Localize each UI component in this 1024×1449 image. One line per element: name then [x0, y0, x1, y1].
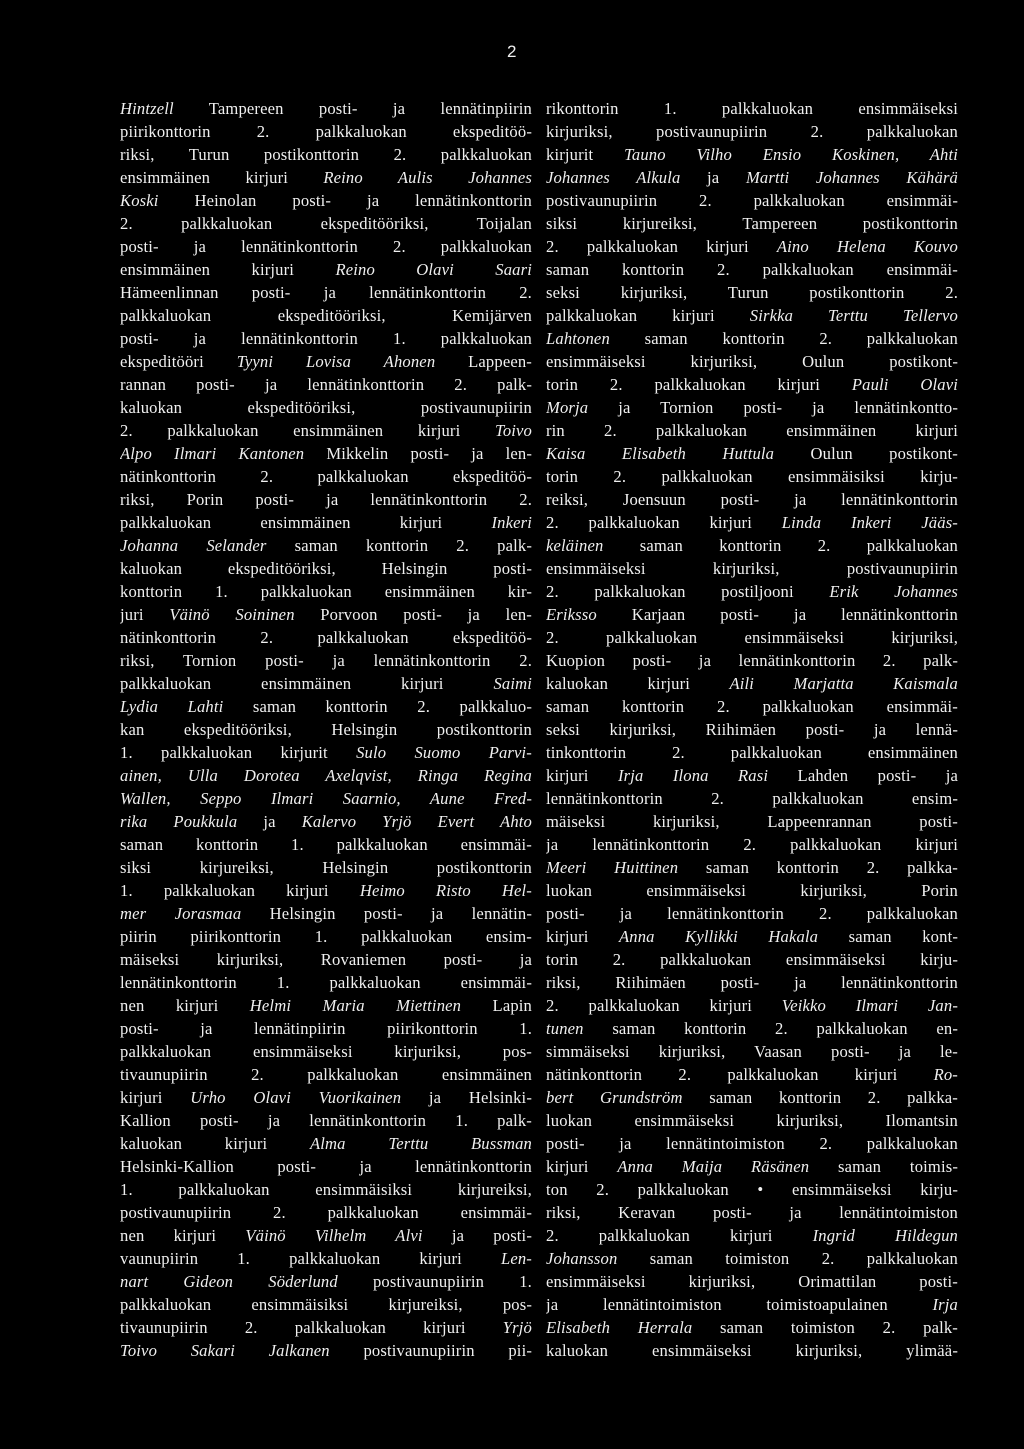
text-line — [120, 672, 532, 695]
text-run: saman konttorin 2. palkkaluokan — [603, 536, 958, 555]
text-run: postivaunupiirin 1. — [337, 1272, 532, 1291]
text-line — [120, 1293, 532, 1316]
text-run: lennätinkonttorin 2. palkkaluokan ensim- — [546, 789, 958, 808]
text-run: 1. palkkaluokan kirjurit — [120, 743, 357, 762]
text-line — [546, 143, 958, 166]
text-run: riksi, Porin posti- ja lennätinkonttorin 2. — [120, 490, 532, 509]
italic-name: Lydia Lahti — [120, 697, 224, 716]
italic-name: Anna Maija Räsänen — [617, 1157, 810, 1176]
text-line — [120, 488, 532, 511]
text-run: 2. palkkaluokan kirjuri — [546, 513, 782, 532]
italic-name: Saimi — [493, 674, 532, 693]
text-line — [546, 534, 958, 557]
text-line — [120, 143, 532, 166]
text-line — [546, 97, 958, 120]
left-text-column — [120, 97, 532, 1362]
text-run: ton 2. palkkaluokan • ensimmäiseksi kirju- — [546, 1180, 958, 1199]
text-run: posti- ja lennätinkonttorin 1. palkkaluokan — [120, 329, 532, 348]
text-line — [546, 166, 958, 189]
text-line — [546, 304, 958, 327]
text-run: riksi, Turun postikonttorin 2. palkkaluokan — [120, 145, 532, 164]
italic-name: Eriksso — [546, 605, 597, 624]
text-line — [546, 373, 958, 396]
italic-name: Anna Kyllikki Hakala — [619, 927, 819, 946]
text-run: postivaunupiirin 2. palkkaluokan ensimmäi- — [546, 191, 958, 210]
text-line — [120, 1270, 532, 1293]
italic-name: Heimo Risto Hel- — [359, 881, 532, 900]
italic-name: Kaisa Elisabeth Huttula — [546, 444, 775, 463]
text-line — [546, 465, 958, 488]
text-line — [120, 649, 532, 672]
text-line — [546, 833, 958, 856]
text-line — [546, 1293, 958, 1316]
text-line — [546, 626, 958, 649]
italic-name: ainen, Ulla Dorotea Axelqvist, Ringa Regina — [120, 766, 532, 785]
text-line — [120, 212, 532, 235]
text-line — [120, 1247, 532, 1270]
text-run: posti- ja lennätinkonttorin 2. palkkaluokan — [546, 904, 958, 923]
italic-name: Alma Terttu Bussman — [310, 1134, 532, 1153]
text-run: ja — [237, 812, 302, 831]
text-line — [120, 948, 532, 971]
italic-name: Johannes Alkula — [546, 168, 681, 187]
text-line — [546, 189, 958, 212]
text-run: nätinkonttorin 2. palkkaluokan ekspeditöö- — [120, 628, 532, 647]
text-line — [120, 994, 532, 1017]
text-run: ja Tornion posti- ja lennätinkontto- — [588, 398, 958, 417]
text-line — [546, 1224, 958, 1247]
text-line — [546, 856, 958, 879]
text-run: ensimmäiseksi kirjuriksi, postivaunupiirin — [546, 559, 958, 578]
text-line — [120, 695, 532, 718]
text-line — [546, 488, 958, 511]
text-run: ensimmäinen kirjuri — [120, 260, 336, 279]
text-run: posti- ja lennätinpiirin piirikonttorin 1. — [120, 1019, 532, 1038]
text-run: postivaunupiirin pii- — [329, 1341, 532, 1360]
text-run: posti- ja lennätintoimiston 2. palkkaluokan — [546, 1134, 958, 1153]
italic-name: Irja — [932, 1295, 958, 1314]
text-run: ja posti- — [422, 1226, 532, 1245]
text-run: palkkaluokan ekspeditööriksi, Kemijärven — [120, 306, 532, 325]
text-run: saman konttorin 2. palkkaluokan en- — [583, 1019, 958, 1038]
text-run: Lappeen- — [435, 352, 532, 371]
right-text-column — [546, 97, 958, 1362]
text-run: posti- ja lennätinkonttorin 2. palkkaluokan — [120, 237, 532, 256]
text-line — [546, 235, 958, 258]
italic-name: Tyyni Lovisa Ahonen — [236, 352, 436, 371]
text-run: rikonttorin 1. palkkaluokan ensimmäiseksi — [546, 99, 958, 118]
text-run: seksi kirjuriksi, Turun postikonttorin 2. — [546, 283, 958, 302]
italic-name: Tauno Vilho Ensio Koskinen, Ahti — [624, 145, 958, 164]
text-run: saman kont- — [818, 927, 958, 946]
text-run: nen kirjuri — [120, 1226, 246, 1245]
italic-name: mer Jorasmaa — [120, 904, 242, 923]
text-line — [546, 741, 958, 764]
text-run: Kuopion posti- ja lennätinkonttorin 2. palk- — [546, 651, 958, 670]
text-run: kirjuri — [546, 766, 618, 785]
italic-name: Aili Marjatta Kaismala — [729, 674, 958, 693]
italic-name: Toivo — [494, 421, 532, 440]
text-run: ensimmäiseksi kirjuriksi, Oulun postikont- — [546, 352, 958, 371]
text-line — [546, 1109, 958, 1132]
italic-name: Sirkka Terttu Tellervo — [749, 306, 958, 325]
italic-name: Hintzell — [120, 99, 174, 118]
text-line — [120, 764, 532, 787]
text-line — [120, 166, 532, 189]
text-run: palkkaluokan ensimmäisiksi kirjureiksi, pos- — [120, 1295, 532, 1314]
italic-name: Sulo Suomo Parvi- — [356, 743, 532, 762]
text-line — [546, 603, 958, 626]
page-number: 2 — [507, 42, 517, 61]
italic-name: keläinen — [546, 536, 604, 555]
italic-name: Koski — [120, 191, 159, 210]
text-run: saman konttorin 2. palkkaluokan ensimmäi- — [546, 260, 958, 279]
text-run: palkkaluokan ensimmäinen kirjuri — [120, 513, 492, 532]
italic-name: Reino Aulis Johannes — [323, 168, 532, 187]
text-run: kaluokan kirjuri — [546, 674, 730, 693]
text-run: mäiseksi kirjuriksi, Rovaniemen posti- ja — [120, 950, 532, 969]
text-run: saman konttorin 2. palkka- — [678, 858, 958, 877]
italic-name: Väinö Soininen — [169, 605, 295, 624]
italic-name: Inkeri — [491, 513, 532, 532]
text-line — [546, 120, 958, 143]
text-line — [546, 580, 958, 603]
text-run: palkkaluokan kirjuri — [546, 306, 750, 325]
text-line — [120, 235, 532, 258]
text-line — [120, 718, 532, 741]
text-line — [120, 856, 532, 879]
text-run: 2. palkkaluokan kirjuri — [546, 237, 777, 256]
text-line — [120, 258, 532, 281]
text-run: kaluokan ekspeditööriksi, postivaunupiirin — [120, 398, 532, 417]
text-run: simmäiseksi kirjuriksi, Vaasan posti- ja le- — [546, 1042, 958, 1061]
text-run: riksi, Tornion posti- ja lennätinkonttorin 2. — [120, 651, 532, 670]
italic-name: Lahtonen — [546, 329, 610, 348]
text-run: 2. palkkaluokan ensimmäiseksi kirjuriksi, — [546, 628, 958, 647]
text-line — [120, 97, 532, 120]
text-run: 2. palkkaluokan ekspeditööriksi, Toijalan — [120, 214, 532, 233]
text-line — [120, 373, 532, 396]
text-run: ja — [680, 168, 746, 187]
text-line — [546, 1063, 958, 1086]
text-line — [120, 1339, 532, 1362]
text-line — [546, 557, 958, 580]
text-run: siksi kirjureiksi, Tampereen postikonttorin — [546, 214, 958, 233]
text-run: torin 2. palkkaluokan ensimmäisiksi kirju- — [546, 467, 958, 486]
italic-name: Alpo Ilmari Kantonen — [120, 444, 305, 463]
text-line — [546, 787, 958, 810]
italic-name: Aino Helena Kouvo — [776, 237, 958, 256]
text-line — [546, 1086, 958, 1109]
text-line — [546, 764, 958, 787]
text-line — [546, 258, 958, 281]
italic-name: nart Gideon Söderlund — [120, 1272, 338, 1291]
text-line — [546, 994, 958, 1017]
text-run: Porvoon posti- ja len- — [294, 605, 532, 624]
text-line — [120, 120, 532, 143]
text-line — [546, 1201, 958, 1224]
text-line — [546, 1017, 958, 1040]
text-run: Oulun postikont- — [774, 444, 958, 463]
text-run: saman konttorin 2. palkkaluokan — [609, 329, 958, 348]
text-line — [546, 327, 958, 350]
text-run: 1. palkkaluokan kirjuri — [120, 881, 360, 900]
text-run: nätinkonttorin 2. palkkaluokan kirjuri — [546, 1065, 934, 1084]
text-run: Hämeenlinnan posti- ja lennätinkonttorin 2. — [120, 283, 532, 302]
italic-name: Linda Inkeri Jääs- — [781, 513, 958, 532]
text-run: saman toimiston 2. palkkaluokan — [617, 1249, 958, 1268]
italic-name: Erik Johannes — [829, 582, 958, 601]
text-line — [546, 419, 958, 442]
text-run: ekspeditööri — [120, 352, 237, 371]
italic-name: Veikko Ilmari Jan- — [781, 996, 958, 1015]
text-line — [546, 649, 958, 672]
text-line — [120, 419, 532, 442]
text-run: ensimmäiseksi kirjuriksi, Orimattilan posti- — [546, 1272, 958, 1291]
text-line — [120, 603, 532, 626]
text-line — [546, 1155, 958, 1178]
text-run: 2. palkkaluokan kirjuri — [546, 996, 782, 1015]
text-line — [546, 925, 958, 948]
text-run: luokan ensimmäiseksi kirjuriksi, Porin — [546, 881, 958, 900]
text-line — [120, 1040, 532, 1063]
text-line — [546, 1316, 958, 1339]
text-run: Kallion posti- ja lennätinkonttorin 1. palk- — [120, 1111, 532, 1130]
text-run: saman konttorin 2. palkka- — [682, 1088, 958, 1107]
text-run: riksi, Keravan posti- ja lennätintoimiston — [546, 1203, 958, 1222]
text-line — [120, 833, 532, 856]
text-line — [120, 1201, 532, 1224]
text-line — [546, 212, 958, 235]
italic-name: Johansson — [546, 1249, 618, 1268]
text-run: vaunupiirin 1. palkkaluokan kirjuri — [120, 1249, 501, 1268]
text-run: nen kirjuri — [120, 996, 250, 1015]
text-line — [120, 626, 532, 649]
text-line — [120, 1063, 532, 1086]
italic-name: Helmi Maria Miettinen — [249, 996, 462, 1015]
text-run: piirin piirikonttorin 1. palkkaluokan ensim- — [120, 927, 532, 946]
italic-name: bert Grundström — [546, 1088, 683, 1107]
text-line — [120, 580, 532, 603]
italic-name: Toivo Sakari Jalkanen — [120, 1341, 330, 1360]
text-line — [120, 1086, 532, 1109]
text-line — [546, 695, 958, 718]
text-run: kaluokan kirjuri — [120, 1134, 310, 1153]
text-line — [120, 189, 532, 212]
text-run: saman konttorin 2. palkkaluo- — [223, 697, 532, 716]
text-line — [120, 465, 532, 488]
text-run: piirikonttorin 2. palkkaluokan ekspeditöö- — [120, 122, 532, 141]
text-run: kirjurit — [546, 145, 625, 164]
text-run: kaluokan ensimmäiseksi kirjuriksi, ylimää- — [546, 1341, 958, 1360]
text-line — [120, 1316, 532, 1339]
text-run: mäiseksi kirjuriksi, Lappeenrannan posti- — [546, 812, 958, 831]
italic-name: Martti Johannes Kähärä — [745, 168, 958, 187]
text-line — [120, 511, 532, 534]
text-run: Lahden posti- ja — [768, 766, 958, 785]
text-line — [120, 442, 532, 465]
text-line — [546, 948, 958, 971]
text-line — [546, 281, 958, 304]
italic-name: Pauli Olavi — [851, 375, 958, 394]
text-run: nätinkonttorin 2. palkkaluokan ekspeditöö- — [120, 467, 532, 486]
italic-name: Yrjö — [502, 1318, 532, 1337]
text-line — [120, 879, 532, 902]
text-run: Tampereen posti- ja lennätinpiirin — [173, 99, 532, 118]
text-line — [120, 1109, 532, 1132]
text-line — [546, 971, 958, 994]
text-line — [120, 350, 532, 373]
text-line — [546, 442, 958, 465]
text-run: kirjuri — [546, 927, 619, 946]
text-run: Karjaan posti- ja lennätinkonttorin — [596, 605, 958, 624]
italic-name: Irja Ilona Rasi — [617, 766, 769, 785]
text-line — [546, 511, 958, 534]
italic-name: Reino Olavi Saari — [335, 260, 532, 279]
text-run: kirjuri — [546, 1157, 618, 1176]
text-line — [546, 396, 958, 419]
text-line — [546, 718, 958, 741]
text-run: ensimmäinen kirjuri — [120, 168, 324, 187]
text-run: torin 2. palkkaluokan ensimmäiseksi kirju- — [546, 950, 958, 969]
text-run: saman konttorin 2. palkkaluokan ensimmäi- — [546, 697, 958, 716]
text-run: kan ekspeditööriksi, Helsingin postikonttorin — [120, 720, 532, 739]
text-run: palkkaluokan ensimmäiseksi kirjuriksi, pos- — [120, 1042, 532, 1061]
text-run: ja lennätinkonttorin 2. palkkaluokan kirjuri — [546, 835, 958, 854]
text-line — [546, 879, 958, 902]
text-run: 2. palkkaluokan ensimmäinen kirjuri — [120, 421, 495, 440]
italic-name: Len- — [500, 1249, 532, 1268]
text-run: Heinolan posti- ja lennätinkonttorin — [158, 191, 532, 210]
text-line — [120, 396, 532, 419]
text-run: kirjuriksi, postivaunupiirin 2. palkkaluokan — [546, 122, 958, 141]
text-run: saman toimiston 2. palk- — [692, 1318, 958, 1337]
text-line — [546, 1132, 958, 1155]
text-line — [546, 902, 958, 925]
text-run: ja lennätintoimiston toimistoapulainen — [546, 1295, 933, 1314]
text-run: siksi kirjureiksi, Helsingin postikonttorin — [120, 858, 532, 877]
text-run: Lapin — [461, 996, 532, 1015]
italic-name: Kalervo Yrjö Evert Ahto — [301, 812, 532, 831]
text-run: kaluokan ekspeditööriksi, Helsingin posti- — [120, 559, 532, 578]
text-run: postivaunupiirin 2. palkkaluokan ensimmäi- — [120, 1203, 532, 1222]
text-run: reiksi, Joensuun posti- ja lennätinkonttorin — [546, 490, 958, 509]
text-run: seksi kirjuriksi, Riihimäen posti- ja lennä- — [546, 720, 958, 739]
text-line — [120, 1132, 532, 1155]
text-run: 1. palkkaluokan ensimmäisiksi kirjureiksi, — [120, 1180, 532, 1199]
text-line — [120, 1178, 532, 1201]
text-run: Helsingin posti- ja lennätin- — [241, 904, 532, 923]
text-line — [120, 534, 532, 557]
text-line — [546, 810, 958, 833]
text-run: saman konttorin 1. palkkaluokan ensimmäi- — [120, 835, 532, 854]
italic-name: Urho Olavi Vuorikainen — [190, 1088, 402, 1107]
text-line — [120, 1224, 532, 1247]
italic-name: Wallen, Seppo Ilmari Saarnio, Aune Fred- — [120, 789, 532, 808]
text-run: luokan ensimmäiseksi kirjuriksi, Ilomantsin — [546, 1111, 958, 1130]
text-run: tinkonttorin 2. palkkaluokan ensimmäinen — [546, 743, 958, 762]
text-line — [546, 1270, 958, 1293]
text-run: rannan posti- ja lennätinkonttorin 2. palk- — [120, 375, 532, 394]
italic-name: Ingrid Hildegun — [812, 1226, 958, 1245]
text-line — [120, 327, 532, 350]
text-run: saman toimis- — [809, 1157, 958, 1176]
text-run: 2. palkkaluokan postiljooni — [546, 582, 830, 601]
text-line — [546, 1178, 958, 1201]
text-line — [120, 902, 532, 925]
text-run: Helsinki-Kallion posti- ja lennätinkonttorin — [120, 1157, 532, 1176]
text-line — [120, 741, 532, 764]
text-run: konttorin 1. palkkaluokan ensimmäinen kir- — [120, 582, 532, 601]
text-run: saman konttorin 2. palk- — [266, 536, 532, 555]
text-run: juri — [120, 605, 170, 624]
italic-name: Johanna Selander — [120, 536, 267, 555]
text-run: lennätinkonttorin 1. palkkaluokan ensimmäi- — [120, 973, 532, 992]
italic-name: rika Poukkula — [120, 812, 238, 831]
italic-name: Meeri Huittinen — [546, 858, 679, 877]
text-run: riksi, Riihimäen posti- ja lennätinkonttorin — [546, 973, 958, 992]
text-line — [120, 304, 532, 327]
text-run: palkkaluokan ensimmäinen kirjuri — [120, 674, 494, 693]
text-line — [546, 1339, 958, 1362]
italic-name: Väinö Vilhelm Alvi — [245, 1226, 423, 1245]
text-line — [120, 787, 532, 810]
italic-name: tunen — [546, 1019, 584, 1038]
text-run: 2. palkkaluokan kirjuri — [546, 1226, 813, 1245]
text-line — [546, 672, 958, 695]
text-line — [120, 1017, 532, 1040]
text-run: torin 2. palkkaluokan kirjuri — [546, 375, 852, 394]
text-run: tivaunupiirin 2. palkkaluokan ensimmäinen — [120, 1065, 532, 1084]
text-run: ja Helsinki- — [401, 1088, 532, 1107]
text-line — [546, 350, 958, 373]
text-run: Mikkelin posti- ja len- — [304, 444, 532, 463]
text-run: rin 2. palkkaluokan ensimmäinen kirjuri — [546, 421, 958, 440]
text-line — [120, 281, 532, 304]
text-line — [120, 1155, 532, 1178]
text-line — [120, 557, 532, 580]
text-run: kirjuri — [120, 1088, 191, 1107]
text-run: tivaunupiirin 2. palkkaluokan kirjuri — [120, 1318, 503, 1337]
text-line — [120, 925, 532, 948]
italic-name: Morja — [546, 398, 589, 417]
text-line — [546, 1247, 958, 1270]
text-line — [120, 810, 532, 833]
italic-name: Ro- — [933, 1065, 958, 1084]
text-line — [120, 971, 532, 994]
text-line — [546, 1040, 958, 1063]
italic-name: Elisabeth Herrala — [546, 1318, 693, 1337]
